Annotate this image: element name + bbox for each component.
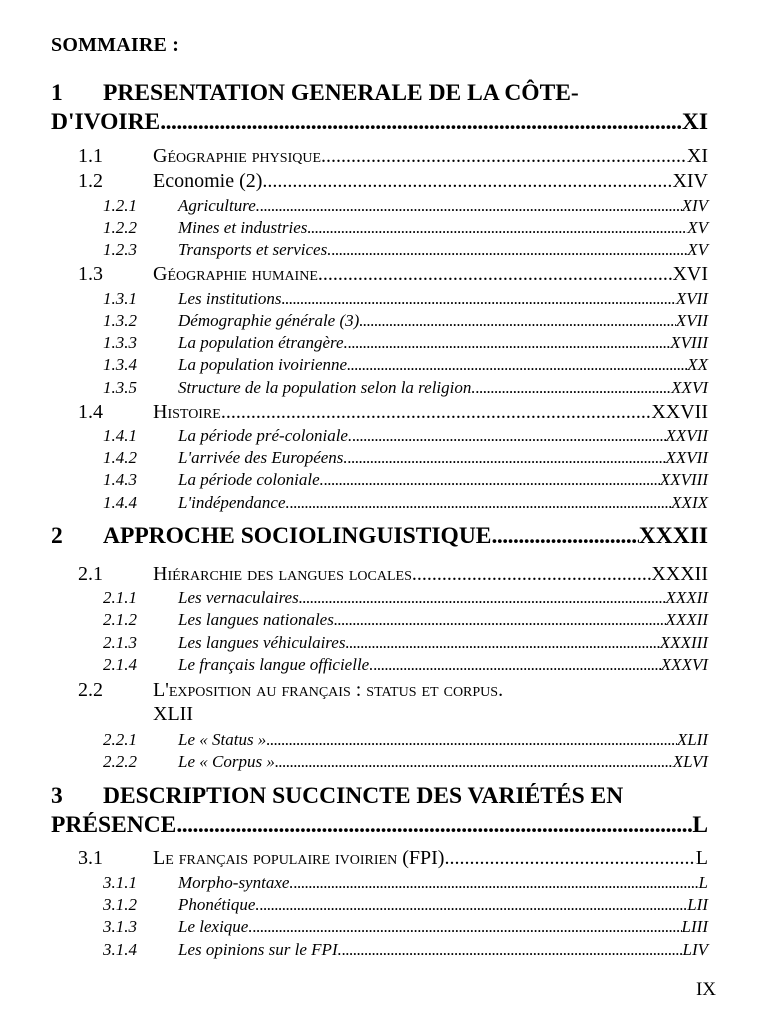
toc-entry-1-3-1[interactable] [103,288,708,309]
toc-page: XXXVI [660,655,708,674]
toc-entry-1-2-3[interactable] [103,239,708,260]
toc-title: Géographie physique [153,145,322,167]
toc-page: XX [687,355,708,374]
leader-dots [323,262,673,286]
toc-title: La période pré-coloniale. [178,426,353,445]
leader-dots [352,425,665,446]
leader-dots [266,729,677,750]
toc-title: Morpho-syntaxe. [178,873,294,892]
toc-title: Agriculture. [178,196,260,215]
leader-dots [267,169,672,193]
leader-dots [491,522,638,551]
toc-title: Les langues véhiculaires [178,633,346,652]
toc-page: XXVI [671,378,708,397]
toc-number: 2.1 [78,563,103,585]
toc-title: Géographie humaine. [153,263,323,285]
toc-title: L'indépendance. [178,493,290,512]
toc-page: XVII [675,311,708,330]
page-title: SOMMAIRE : [51,34,180,56]
toc-entry-1-3-4[interactable] [103,354,708,375]
toc-number: 1.3.4 [103,355,137,374]
toc-page: XVII [675,289,708,308]
toc-page: L [698,873,708,892]
toc-number: 3 [51,783,63,809]
toc-number: 1.2.2 [103,218,137,237]
leader-dots [324,469,660,490]
toc-entry-1-3-5[interactable] [103,377,708,398]
leader-dots [260,894,688,915]
toc-page: LII [687,895,708,914]
toc-entry-1-1[interactable] [78,144,708,168]
toc-title: La population ivoirienne [178,355,348,374]
toc-entry-1-4-1[interactable] [103,425,708,446]
leader-dots [345,632,659,653]
leader-dots [417,562,651,586]
toc-page: XI [686,145,708,167]
toc-page: XXXII [651,563,708,585]
toc-title: Les langues nationales [178,610,334,629]
leader-dots [290,492,671,513]
toc-title: Le lexique. [178,917,253,936]
toc-page: XLVI [672,752,708,771]
toc-number: 3.1.1 [103,873,137,892]
leader-dots [342,939,683,960]
leader-dots [253,916,682,937]
toc-entry-2-1[interactable] [78,562,708,586]
toc-entry-3-1-4[interactable] [103,939,708,960]
leader-dots [275,751,673,772]
toc-title: La population étrangère. [178,333,348,352]
toc-entry-2-1-3[interactable] [103,632,708,653]
toc-entry-1-3-3[interactable] [103,332,708,353]
toc-entry-2-1-2[interactable] [103,609,708,630]
toc-page: XXIX [671,493,708,512]
leader-dots [160,108,682,137]
toc-title: Phonétique. [178,895,260,914]
toc-page: XV [687,240,708,259]
toc-number: 2.2 [78,679,103,701]
leader-dots [449,846,695,870]
toc-title: La période coloniale. [178,470,324,489]
toc-entry-1-2-2[interactable] [103,217,708,238]
leader-dots [359,310,676,331]
toc-title: APPROCHE SOCIOLINGUISTIQUE [103,523,492,549]
toc-page: XXXIII [659,633,708,652]
toc-entry-1-4-3[interactable] [103,469,708,490]
leader-dots [348,447,666,468]
toc-title: Le français populaire ivoirien (FPI). [153,847,450,869]
toc-page: XXVII [651,401,708,423]
toc-page: XXVIII [659,470,708,489]
toc-number: 1.4.3 [103,470,137,489]
leader-dots [331,239,687,260]
leader-dots [373,654,660,675]
leader-dots [226,400,651,424]
toc-page: XXXII [638,523,708,549]
toc-title: PRESENTATION GENERALE DE LA CÔTE- [103,80,579,106]
toc-page: XLII [153,703,193,725]
toc-entry-1-4-2[interactable] [103,447,708,468]
toc-number: 1.4 [78,401,103,423]
toc-entry-2-2-2[interactable] [103,751,708,772]
toc-number: 1.2.3 [103,240,137,259]
toc-title: Economie (2). [153,170,268,192]
toc-number: 1.2 [78,170,103,192]
toc-number: 1.3.1 [103,289,137,308]
toc-number: 2.1.2 [103,610,137,629]
toc-page: XI [681,109,708,135]
toc-number: 2.1.3 [103,633,137,652]
toc-title-cont: D'IVOIRE [51,109,161,135]
leader-dots [476,377,672,398]
toc-title: L'exposition au français : status et corpus. [153,679,504,701]
toc-page: L [692,812,708,838]
toc-number: 3.1.2 [103,895,137,914]
toc-entry-3-1[interactable] [78,846,708,870]
toc-page: LIV [682,940,708,959]
toc-title: Hiérarchie des langues locales. [153,563,417,585]
toc-number: 3.1 [78,847,103,869]
toc-number: 2.2.2 [103,752,137,771]
leader-dots [176,811,692,840]
toc-entry-1-2-1[interactable] [103,195,708,216]
leader-dots [294,872,699,893]
toc-page: LIII [681,917,708,936]
toc-page: XLII [676,730,708,749]
toc-page: XIV [672,170,708,192]
toc-number: 1.3.5 [103,378,137,397]
toc-number: 1.4.2 [103,448,137,467]
toc-title: DESCRIPTION SUCCINCTE DES VARIÉTÉS EN [103,783,624,809]
toc-number: 1.3.2 [103,311,137,330]
toc-entry-1-2[interactable] [78,169,708,193]
toc-entry-3-1-2[interactable] [103,894,708,915]
toc-page: XV [687,218,708,237]
leader-dots [348,332,670,353]
toc-number: 2.1.4 [103,655,137,674]
toc-page: XXVII [665,426,708,445]
toc-number: 2 [51,523,63,549]
toc-page: XXVII [665,448,708,467]
toc-number: 1.2.1 [103,196,137,215]
toc-title: Le « Status » [178,730,267,749]
toc-title: Histoire. [153,401,226,423]
toc-entry-2[interactable] [51,522,708,551]
page-number: IX [695,979,716,1000]
toc-number: 1.3.3 [103,333,137,352]
leader-dots [307,217,687,238]
toc-entry-1-3[interactable] [78,262,708,286]
toc-title: Les vernaculaires [178,588,299,607]
toc-entry-3-1-3[interactable] [103,916,708,937]
toc-number: 3.1.4 [103,940,137,959]
toc-title-cont: PRÉSENCE [51,812,177,838]
toc-number: 2.1.1 [103,588,137,607]
toc-title: Mines et industries [178,218,308,237]
toc-entry-2-1-1[interactable] [103,587,708,608]
leader-dots [347,354,687,375]
toc-entry-2-2[interactable] [78,678,708,726]
leader-dots [281,288,675,309]
toc-number: 1.3 [78,263,103,285]
toc-entry-1-4-4[interactable] [103,492,708,513]
toc-number: 2.2.1 [103,730,137,749]
toc-number: 1.1 [78,145,103,167]
toc-entry-2-1-4[interactable] [103,654,708,675]
toc-page: XXXII [665,588,708,607]
toc-entry-3[interactable] [51,782,708,840]
toc-entry-1-3-2[interactable] [103,310,708,331]
toc-number: 3.1.3 [103,917,137,936]
toc-title: Transports et services. [178,240,332,259]
toc-title: Démographie générale (3) [178,311,360,330]
toc-number: 1 [51,80,63,106]
toc-title: Le « Corpus » [178,752,275,771]
toc-page: XVIII [670,333,708,352]
toc-entry-1-4[interactable] [78,400,708,424]
leader-dots [321,144,687,168]
toc-entry-1[interactable] [51,79,708,137]
toc-entry-2-2-1[interactable] [103,729,708,750]
leader-dots [260,195,682,216]
toc-page: XIV [681,196,708,215]
toc-title: L'arrivée des Européens. [178,448,348,467]
leader-dots [334,609,666,630]
toc-title: Structure de la population selon la religion. [178,378,476,397]
toc-title: Les opinions sur le FPI. [178,940,342,959]
leader-dots [299,587,666,608]
toc-number: 1.4.1 [103,426,137,445]
toc-title: Le français langue officielle. [178,655,374,674]
toc-number: 1.4.4 [103,493,137,512]
toc-page: XVI [672,263,708,285]
toc-page: XXXII [665,610,708,629]
toc-entry-3-1-1[interactable] [103,872,708,893]
toc-title: Les institutions [178,289,282,308]
toc-page: L [695,847,708,869]
